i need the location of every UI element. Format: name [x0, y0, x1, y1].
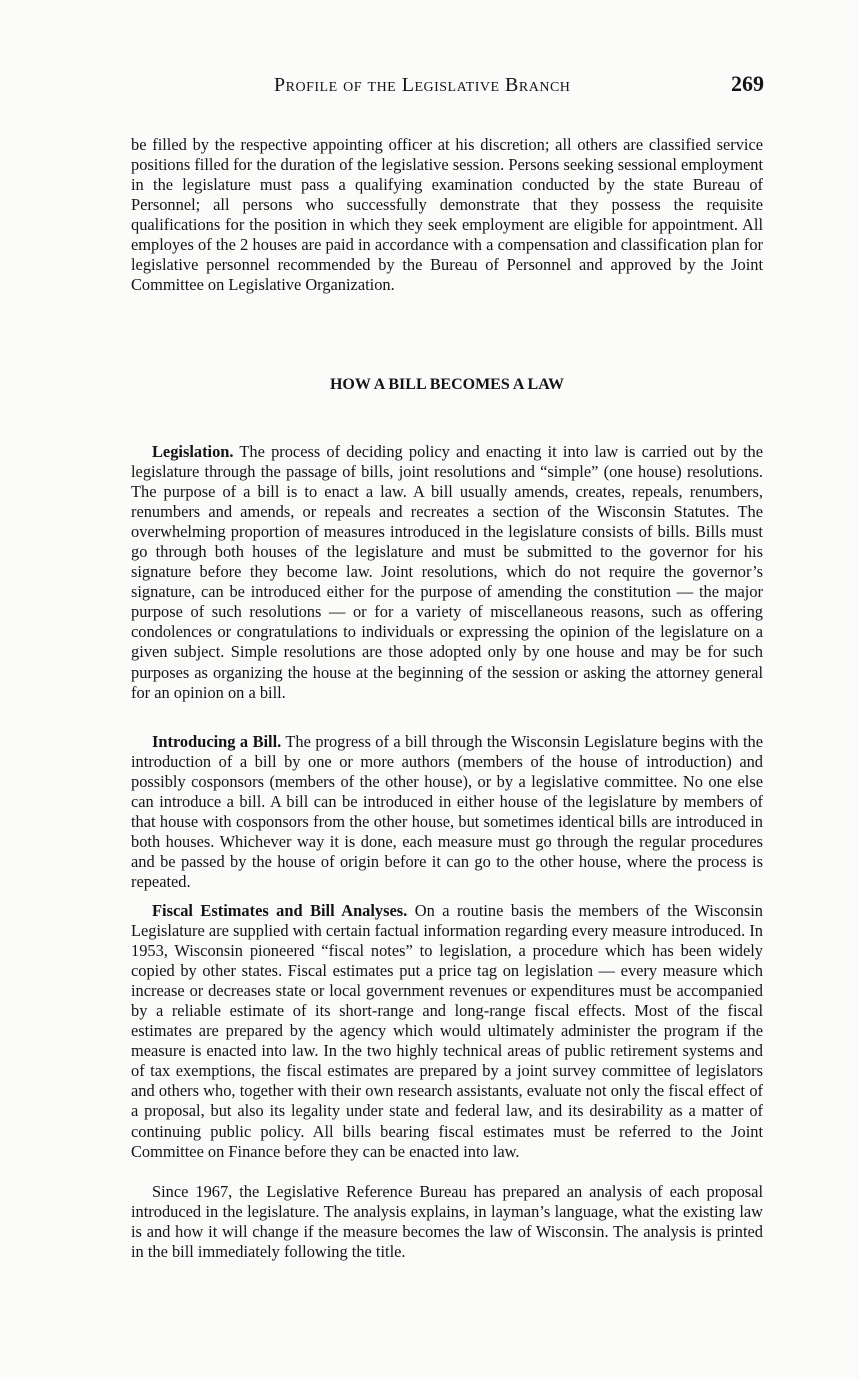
run-in-heading-legislation: Legislation.	[152, 442, 234, 461]
running-title: Profile of the Legislative Branch	[274, 74, 571, 96]
paragraph-introducing-a-bill	[131, 732, 763, 892]
paragraph-legislation-text: The process of deciding policy and enacting it into law is carried out by the legislature through the passage of bills, joint resolutions and “simple” (one house) resolutions. The purpose of a bill is to enact a law. A bill usually amends, creates, repeals, renumbers, renumbers and amends, or repeals and recreates a section of the Wisconsin Statutes. The overwhelming proportion of measures introduced in the legislature consists of bills. Bills must go through both houses of the legislature and must be submitted to the governor for his signature before they become law. Joint resolutions, which do not require the governor’s signature, can be introduced either for the purpose of amending the constitution — the major purpose of such resolutions — or for a variety of miscellaneous reasons, such as offering condolences or congratulations to individuals or expressing the opinion of the legislature on a given subject. Simple resolutions are those adopted only by one house and may be for such purposes as organizing the house at the beginning of the session or asking the attorney general for an opinion on a bill.	[131, 442, 763, 702]
paragraph-fiscal-text: On a routine basis the members of the Wisconsin Legislature are supplied with certain factual information regarding every measure introduced. In 1953, Wisconsin pioneered “fiscal notes” to legislation, a procedure which has been widely copied by other states. Fiscal estimates put a price tag on legislation — every measure which increase or decreases state or local government revenues or expenditures must be accompanied by a reliable estimate of its short-range and long-range fiscal effects. Most of the fiscal estimates are prepared by the agency which would ultimately administer the program if the measure is enacted into law. In the two highly technical areas of public retirement systems and of tax exemptions, the fiscal estimates are prepared by a joint survey committee of legislators and others who, together with their own research assistants, evaluate not only the fiscal effect of a proposal, but also its legality under state and federal law, and its desirability as a matter of continuing public policy. All bills bearing fiscal estimates must be referred to the Joint Committee on Finance before they can be enacted into law.	[131, 901, 763, 1161]
page-number: 269	[731, 71, 764, 96]
paragraph-fiscal-estimates	[131, 901, 763, 1162]
paragraph-legislation	[131, 442, 763, 703]
paragraph-bill-analysis: Since 1967, the Legislative Reference Bureau has prepared an analysis of each proposal introduced in the legislature. The analysis explains, in layman’s language, what the existing law is and how it will change if the measure becomes the law of Wisconsin. The analysis is printed in the bill immediately following the title.	[131, 1182, 763, 1262]
section-heading: HOW A BILL BECOMES A LAW	[329, 376, 564, 393]
carryover-paragraph: be filled by the respective appointing officer at his discretion; all others are classified service positions filled for the duration of the legislative session. Persons seeking sessional employment in the legislature must pass a qualifying examination conducted by the state Bureau of Personnel; all persons who successfully demonstrate that they possess the requisite qualifications for the position in which they seek employment are eligible for appointment. All employes of the 2 houses are paid in accordance with a compensation and classification plan for legislative personnel recommended by the Bureau of Personnel and approved by the Joint Committee on Legislative Organization.	[131, 135, 763, 295]
running-head	[130, 71, 764, 104]
paragraph-introducing-text: The progress of a bill through the Wisconsin Legislature begins with the introduction of a bill by one or more authors (members of the house of introduction) and possibly cosponsors (members of the other house), or by a legislative committee. No one else can introduce a bill. A bill can be introduced in either house of the legislature by members of that house with cosponsors from the other house, but sometimes identical bills are introduced in both houses. Whichever way it is done, each measure must go through the regular procedures and be passed by the house of origin before it can go to the other house, where the process is repeated.	[131, 732, 763, 892]
run-in-heading-fiscal: Fiscal Estimates and Bill Analyses.	[152, 901, 408, 920]
run-in-heading-introducing: Introducing a Bill.	[152, 732, 282, 751]
